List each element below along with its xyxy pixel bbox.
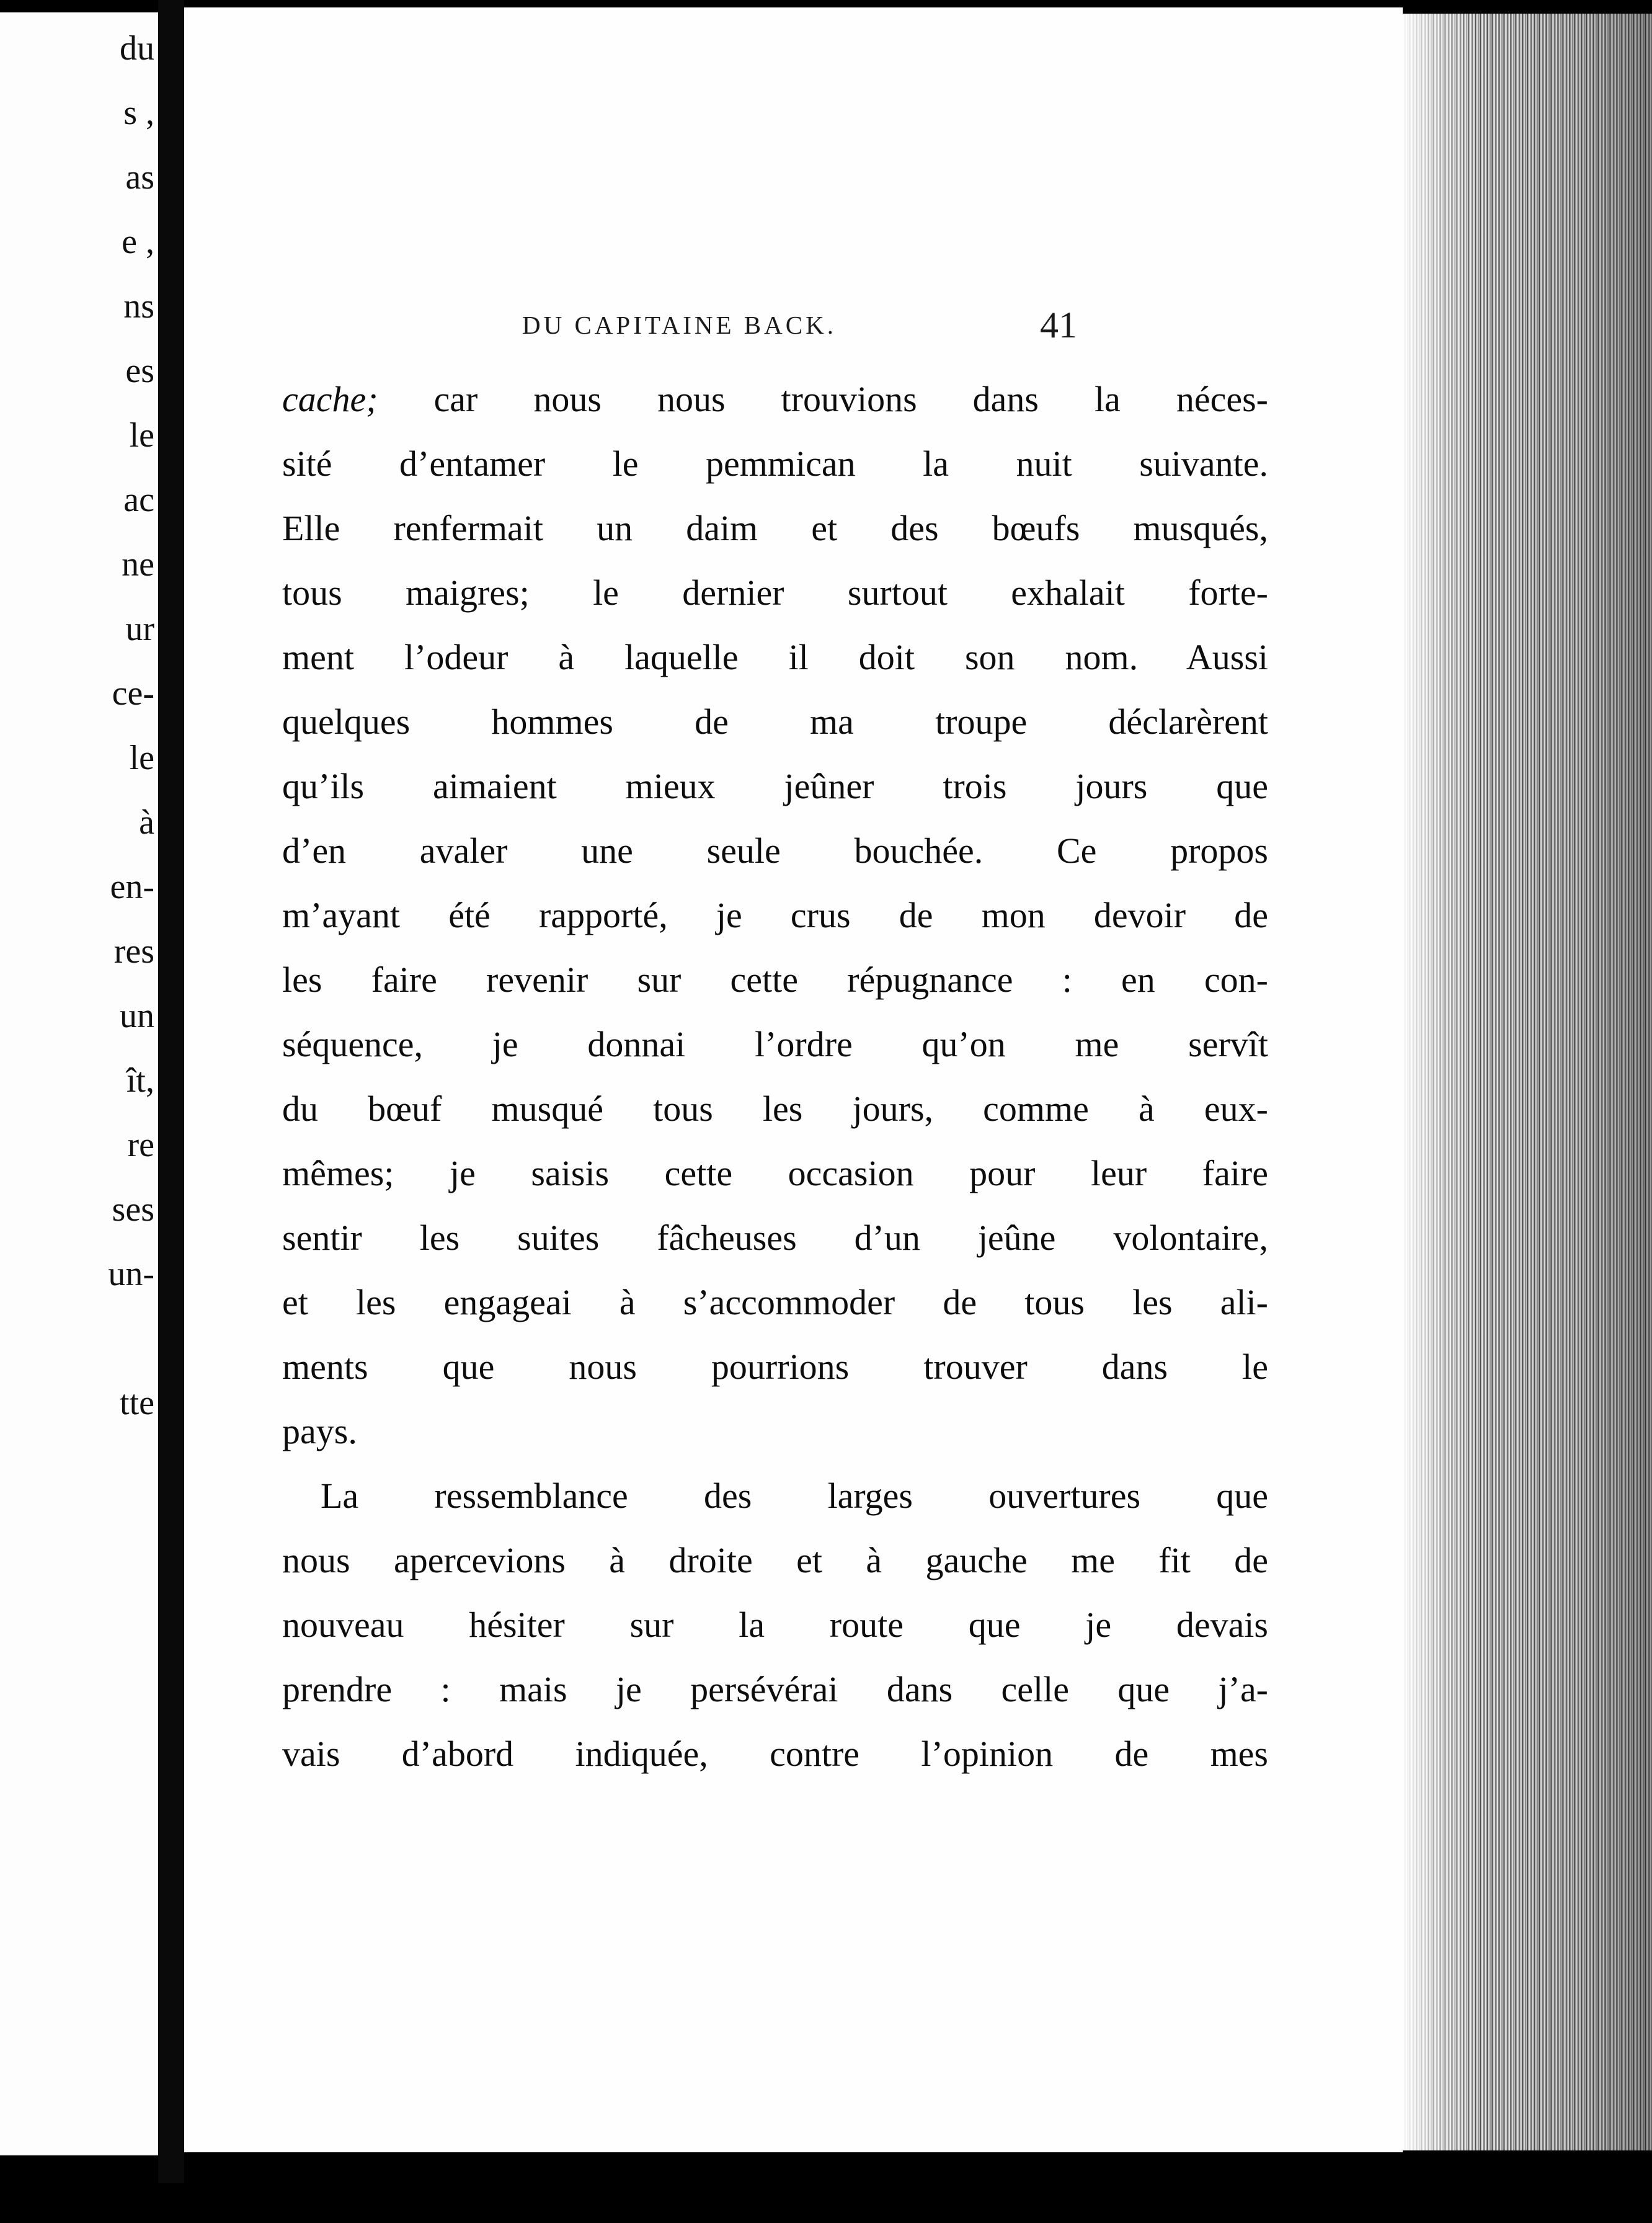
body-text <box>282 367 1268 1786</box>
running-title: DU CAPITAINE BACK. <box>522 311 837 339</box>
text-line: prendre : mais je persévérai dans celle que j’a- <box>282 1669 1268 1709</box>
text-line: cache; car nous nous trouvions dans la néces- <box>282 379 1268 419</box>
left-page-fragment: s , <box>123 94 154 132</box>
text-line: les faire revenir sur cette répugnance : en con- <box>282 960 1268 1000</box>
left-page-fragment: du <box>120 29 154 68</box>
left-page-fragment: en- <box>110 868 154 906</box>
text-line: ment l’odeur à laquelle il doit son nom. Aussi <box>282 637 1268 677</box>
left-page-fragment: ses <box>112 1190 154 1229</box>
text-line: sité d’entamer le pemmican la nuit suivante. <box>282 443 1268 484</box>
left-page-fragment: le <box>129 416 154 455</box>
left-page-fragment: ît, <box>126 1061 154 1100</box>
book-page <box>184 7 1403 2152</box>
text-line: du bœuf musqué tous les jours, comme à eux- <box>282 1089 1268 1129</box>
left-page-fragment: un <box>120 997 154 1035</box>
page-number: 41 <box>1040 305 1077 345</box>
italic-word: cache; <box>282 379 378 419</box>
left-page-fragment: e , <box>122 223 154 261</box>
left-page-fragment: ne <box>122 545 154 584</box>
left-page-fragment: as <box>125 158 154 197</box>
text-line: tous maigres; le dernier surtout exhalait forte- <box>282 572 1268 613</box>
left-page-fragment: ur <box>125 610 154 648</box>
text-line: pays. <box>282 1411 357 1451</box>
text-line: nous apercevions à droite et à gauche me fit de <box>282 1540 1268 1580</box>
page-edge-leaves <box>1403 14 1652 2150</box>
text-line: qu’ils aimaient mieux jeûner trois jours que <box>282 766 1268 806</box>
text-line: nouveau hésiter sur la route que je devais <box>282 1605 1268 1645</box>
left-page-fragment: res <box>113 932 154 971</box>
left-page-fragment: le <box>129 739 154 777</box>
left-page-fragment: tte <box>120 1384 154 1422</box>
text-line: Elle renfermait un daim et des bœufs musqués, <box>282 508 1268 548</box>
running-header <box>184 304 1403 354</box>
book-gutter <box>158 0 184 2183</box>
left-page-fragment: un- <box>108 1255 154 1293</box>
text-line: m’ayant été rapporté, je crus de mon devoir de <box>282 895 1268 935</box>
left-page-fragment: ns <box>123 287 154 326</box>
text-line: d’en avaler une seule bouchée. Ce propos <box>282 831 1268 871</box>
left-facing-page <box>0 12 158 2155</box>
text-line: La ressemblance des larges ouvertures que <box>321 1476 1268 1516</box>
left-page-fragment: ce- <box>112 674 154 713</box>
text-line: sentir les suites fâcheuses d’un jeûne volontaire, <box>282 1218 1268 1258</box>
left-page-fragment: es <box>125 352 154 390</box>
left-page-fragment: ac <box>123 481 154 519</box>
text-line: ments que nous pourrions trouver dans le <box>282 1347 1268 1387</box>
left-page-fragment: re <box>127 1126 154 1164</box>
text-line: séquence, je donnai l’ordre qu’on me servît <box>282 1024 1268 1064</box>
text-line: quelques hommes de ma troupe déclarèrent <box>282 702 1268 742</box>
text-line: vais d’abord indiquée, contre l’opinion de mes <box>282 1734 1268 1774</box>
left-page-fragment: à <box>139 803 154 842</box>
text-line: et les engageai à s’accommoder de tous les ali- <box>282 1282 1268 1322</box>
text-line: mêmes; je saisis cette occasion pour leur faire <box>282 1153 1268 1193</box>
